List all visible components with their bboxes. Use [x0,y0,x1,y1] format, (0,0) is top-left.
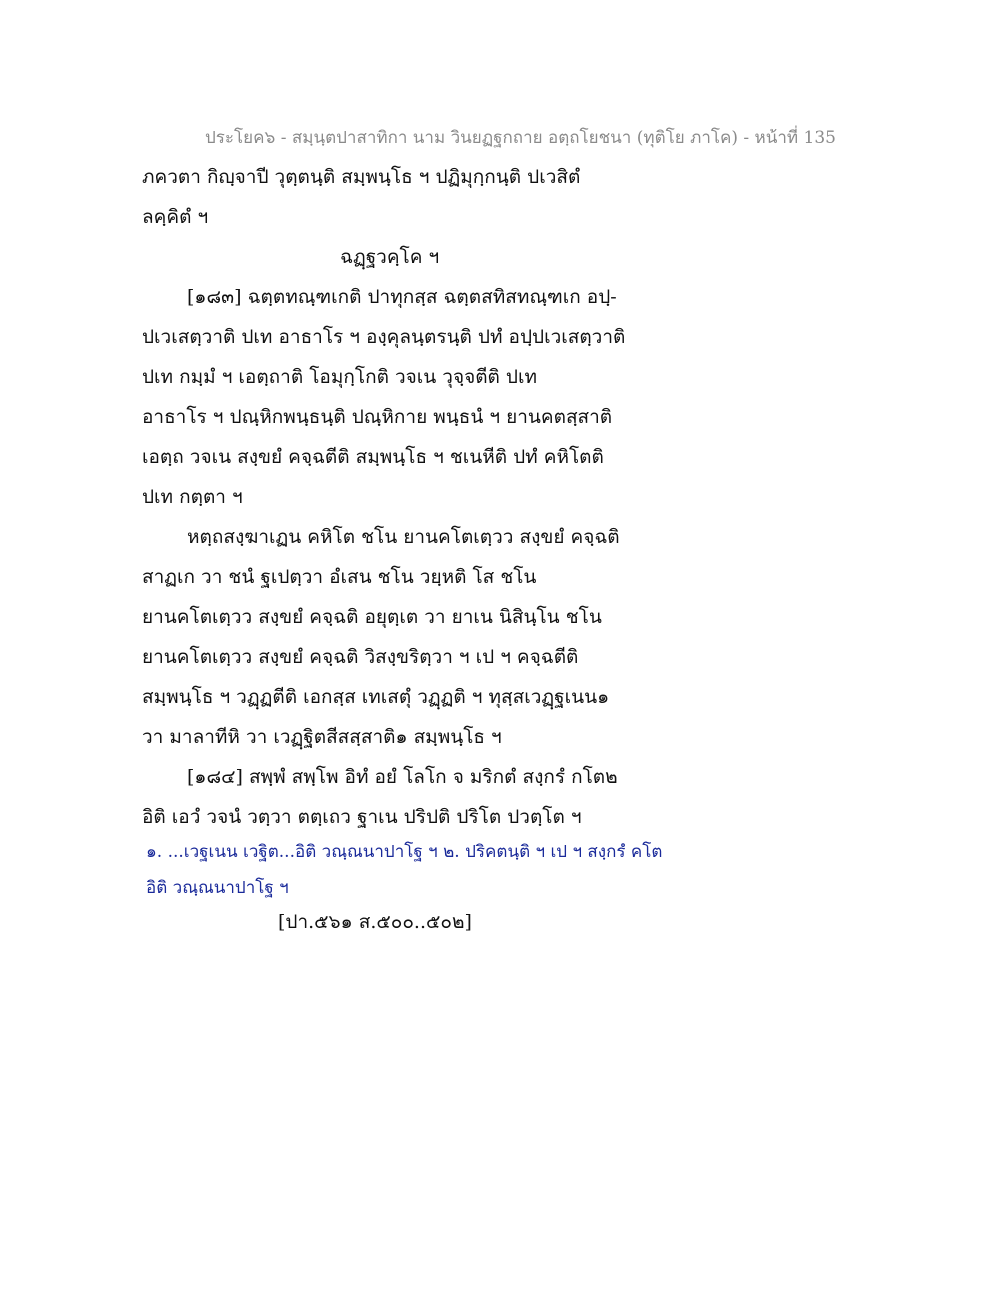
body-line: ปเท กตฺตา ฯ [142,486,243,508]
page-reference: [ปา.๕๖๑ ส.๕๐๐..๕๐๒] [278,911,472,933]
footnote-line: ๑. ...เวฐเนน เวฐิต...อิติ วณฺณนาปาโฐ ฯ ๒. ปริคตนฺติ ฯ เป ฯ สงฺกรํ คโต [146,842,663,862]
paragraph-184-start: [๑๘๔] สพฺพํ สพฺโพ อิทํ อยํ โลโก จ มริกตํ สงฺกรํ กโต๒ [187,766,618,788]
body-line: ลคฺคิตํ ฯ [142,206,209,228]
body-line: สาฏเก วา ชนํ ฐเปตฺวา อํเสน ชโน วยฺหติ โส ชโน [142,566,537,588]
body-line: ปเวเสตฺวาติ ปเท อาธาโร ฯ องฺคุลนฺตรนฺติ ปทํ อปฺปเวเสตฺวาติ [142,326,626,348]
body-line: อาธาโร ฯ ปณฺหิกพนฺธนฺติ ปณฺหิกาย พนฺธนํ ฯ ยานคตสฺสาติ [142,406,613,428]
body-line: วา มาลาทีหิ วา เวฏฺฐิตสีสสฺสาติ๑ สมฺพนฺโธ ฯ [142,726,502,748]
body-line: ยานคโตเตฺวว สงฺขยํ คจฺฉติ วิสงฺขริตฺวา ฯ เป ฯ คจฺฉตีติ [142,646,579,668]
section-heading: ฉฏฺฐวคฺโค ฯ [340,246,440,268]
footnote-line: อิติ วณฺณนาปาโฐ ฯ [146,878,289,898]
running-header: ประโยค๖ - สมฺนฺตปาสาทิกา นาม วินยฏฐกถาย อตฺถโยชนา (ทุติโย ภาโค) - หน้าที่ 135 [205,128,836,148]
body-line: ยานคโตเตฺวว สงฺขยํ คจฺฉติ อยุตฺเต วา ยาเน นิสินฺโน ชโน [142,606,602,628]
paragraph-start: หตฺถสงฺฆาเฏน คหิโต ชโน ยานคโตเตฺวว สงฺขยํ คจฺฉติ [187,526,620,548]
body-line: สมฺพนฺโธ ฯ วฏฺฏตีติ เอกสฺส เทเสตุํ วฏฺฏติ ฯ ทุสฺสเวฏฺฐเนน๑ [142,686,610,708]
body-line: ภควตา กิญฺจาปี วุตฺตนฺติ สมฺพนฺโธ ฯ ปฏิมุกฺกนฺติ ปเวสิตํ [142,166,581,188]
body-line: อิติ เอวํ วจนํ วตฺวา ตตฺเถว ฐาเน ปริปติ ปริโต ปวตฺโต ฯ [142,806,582,828]
body-line: เอตฺถ วจเน สงฺขยํ คจฺฉตีติ สมฺพนฺโธ ฯ ชเนหีติ ปทํ คหิโตติ [142,446,604,468]
body-line: ปเท กมฺมํ ฯ เอตฺถาติ โอมุกฺโกติ วจเน วุจฺจตีติ ปเท [142,366,538,388]
paragraph-183-start: [๑๘๓] ฉตฺตทณฺฑเกติ ปาทุกสฺส ฉตฺตสทิสทณฺฑเก อปฺ- [187,286,617,308]
